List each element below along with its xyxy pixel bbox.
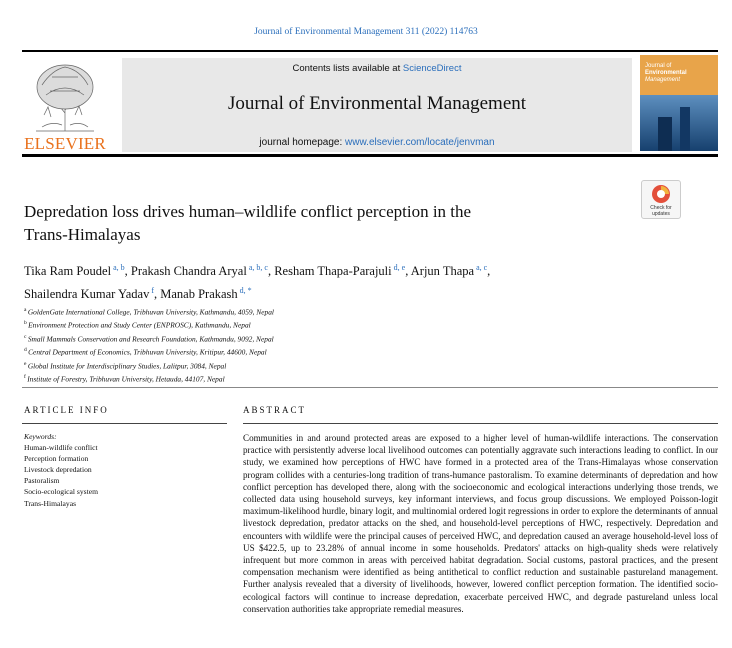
affiliation-text: Small Mammals Conservation and Research Foundation, Kathmandu, 9092, Nepal [27,334,274,344]
affiliation-text: Environment Protection and Study Center (ENPROSC), Kathmandu, Nepal [28,320,251,330]
cover-building-2 [680,107,690,151]
paper-title [24,200,624,246]
keywords-label: Keywords: [24,432,57,441]
author-list [24,258,664,304]
affiliation-item [24,345,424,358]
keyword-item: Livestock depredation [24,465,92,475]
check-for-updates-badge[interactable] [641,180,681,219]
author-separator: , [487,264,491,279]
author-affiliation-marker[interactable]: a, c [474,263,488,272]
keyword-item: Perception formation [24,454,89,464]
affiliation-item [24,305,424,318]
author-affiliation-marker[interactable]: f [149,286,154,296]
affiliation-item [24,372,424,385]
affiliation-text: Institute of Forestry, Tribhuvan University, Hetauda, 44107, Nepal [27,374,225,384]
journal-homepage-line [122,137,632,148]
keyword-item: Socio-ecological system [24,487,99,497]
cover-title-line2: Environmental [645,70,687,76]
cover-building-1 [658,117,672,151]
cover-photo [640,95,718,151]
author-name[interactable]: Tika Ram Poudel [24,264,112,279]
affiliation-item [24,359,424,372]
author-separator: , [405,264,411,279]
author-name[interactable]: Resham Thapa-Parajuli [274,264,392,279]
keyword-item: Human-wildlife conflict [24,443,98,453]
author-name[interactable]: Manab Prakash [160,287,238,302]
affiliation-key: a [24,307,28,313]
author-name[interactable]: Shailendra Kumar Yadav [24,287,150,302]
author-separator: , [267,264,275,279]
journal-citation[interactable]: Journal of Environmental Management 311 (2022) 114763 [254,27,478,37]
keywords-list [24,442,224,509]
keyword-item: Trans-Himalayas [24,498,77,508]
abstract-text: Communities in and around protected areas are exposed to a higher level of human-wildlife interactions. The conservation practice with persistently adverse local livelihood outcomes can potentially aggravate such interactions leading to conflict. In our study, we examined how perceptions of HWC have formed in a protected area of the Trans-Himalayas whose conservation program collides with a centuries-long tradition of trans-humance pastoralism. To examine determinants of depredation and how conflict perception has developed there, along with the socioeconomic and ecological interactions underlying those trends, we collected data using household surveys, key informant interviews, and focus group discussions. We employed Poisson-logit maximum-likelihood hurdle, binary logit, and multinomial ordered logit regressions in order to explore the determinants of annual livestock depredation, predator attacks on the shed, and household-level perceptions of HWC, respectively. Depredation and encounters with wildlife were the principal causes of perceived HWC, and depredation caused an average household-level loss of US $422.5, up to 23.28% of annual income in some households. Predators' attacks on high-quality sheds were relatively infrequent but more common in areas with perceived habitat degradation. Social customs, pastoral practices, and the present compensation mechanism were identified as being antithetical to conflict reduction and sustainable pastureland management. Further analysis revealed that a diversity of livelihoods, however, lowered conflict perception formation. The identified socio-ecological factors will continue to increase depredation, exacerbate perceived HWC, and degrade pastureland unless local conservation authorities take appropriate remedial measures. [243,433,718,614]
contents-available-line [122,63,632,74]
check-updates-icon [651,184,671,204]
abstract-rule [243,423,718,424]
header-rule-top [22,50,718,52]
author-affiliation-marker[interactable]: d, * [237,286,252,296]
homepage-prefix: journal homepage: [259,137,346,148]
affiliation-key: f [24,373,28,380]
sciencedirect-link[interactable]: ScienceDirect [402,63,462,74]
contents-prefix: Contents lists available at [292,63,403,74]
paper-title-line1: Depredation loss drives human–wildlife conflict perception in the [24,202,472,221]
affiliation-item [24,332,424,345]
cover-title [645,63,715,84]
affiliation-list [24,305,424,385]
author-affiliation-marker[interactable]: a, b [111,263,125,272]
affiliation-key: d [24,347,29,354]
author-affiliation-marker[interactable]: a, b, c [246,263,268,272]
affiliation-key: b [24,320,29,327]
author-separator: , [154,287,161,302]
author-name[interactable]: Arjun Thapa [410,264,475,279]
homepage-link[interactable]: www.elsevier.com/locate/jenvman [345,137,495,148]
author-name[interactable]: Prakash Chandra Aryal [130,264,247,279]
affiliations-divider [22,387,718,388]
keywords-block [24,431,224,509]
affiliation-text: Central Department of Economics, Tribhuvan University, Kritipur, 44600, Nepal [28,347,267,357]
header-rule-bottom [22,154,718,157]
affiliation-text: Global Institute for Interdisciplinary Studies, Lalitpur, 3084, Nepal [27,360,227,370]
journal-cover-image[interactable] [640,55,718,151]
updates-badge-line1: Check for [650,205,672,211]
affiliation-item [24,318,424,331]
author-separator: , [124,264,131,279]
journal-title: Journal of Environmental Management [227,93,527,114]
article-info-rule [22,423,227,424]
article-info-heading: ARTICLE INFO [24,405,109,415]
updates-badge-line2: updates [652,211,670,217]
affiliation-key: e [24,360,28,367]
affiliation-key: c [24,333,28,340]
cover-title-line3: Management [645,77,681,83]
keyword-item: Pastoralism [24,476,60,486]
abstract-heading: ABSTRACT [243,405,307,415]
elsevier-wordmark: ELSEVIER [24,134,106,153]
author-affiliation-marker[interactable]: d, e [391,263,406,272]
paper-title-line2: Trans-Himalayas [24,225,141,244]
affiliation-text: GoldenGate International College, Tribhuvan University, Kathmandu, 4059, Nepal [27,307,274,317]
cover-title-line1: Journal of [645,63,672,69]
